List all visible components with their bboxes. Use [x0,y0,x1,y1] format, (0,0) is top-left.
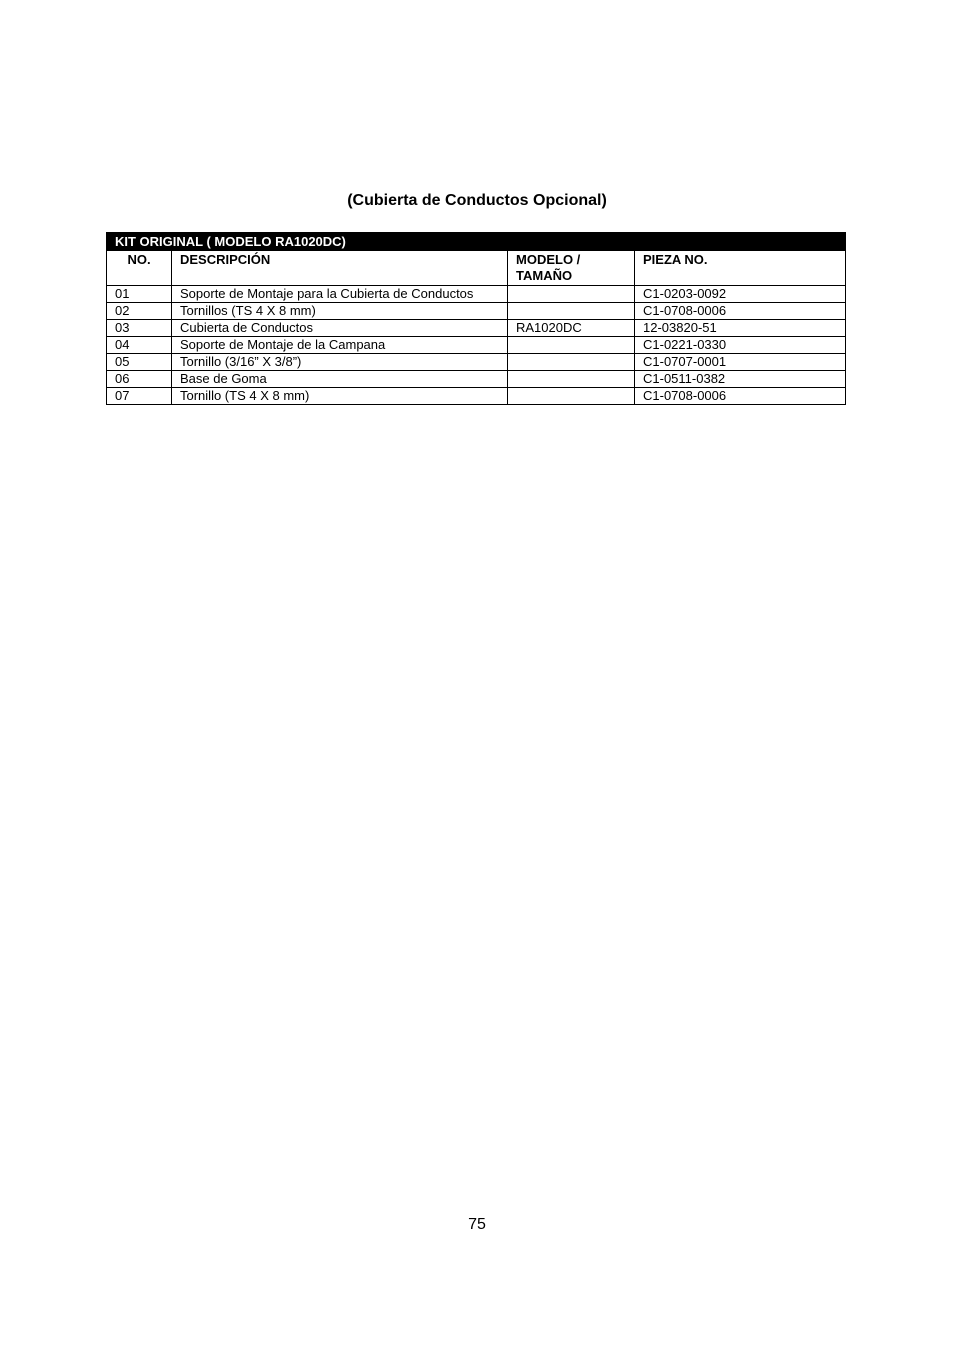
cell-no: 06 [107,371,172,388]
cell-model [508,388,635,405]
cell-model: RA1020DC [508,320,635,337]
cell-part: C1-0511-0382 [635,371,846,388]
cell-description: Soporte de Montaje de la Campana [172,337,508,354]
table-row [107,320,846,337]
cell-no: 02 [107,303,172,320]
page-title: (Cubierta de Conductos Opcional) [347,192,607,209]
cell-model [508,303,635,320]
table-row [107,371,846,388]
cell-model [508,286,635,303]
cell-no: 05 [107,354,172,371]
cell-no: 01 [107,286,172,303]
cell-model [508,337,635,354]
kit-title: KIT ORIGINAL ( MODELO RA1020DC) [107,233,846,251]
cell-description: Tornillos (TS 4 X 8 mm) [172,303,508,320]
cell-part: 12-03820-51 [635,320,846,337]
header-model-line1: MODELO / [516,252,581,267]
cell-description: Tornillo (3/16” X 3/8”) [172,354,508,371]
header-model [508,251,635,286]
table-row [107,303,846,320]
header-part: PIEZA NO. [635,251,846,286]
cell-description: Tornillo (TS 4 X 8 mm) [172,388,508,405]
cell-part: C1-0203-0092 [635,286,846,303]
table-row [107,354,846,371]
table-row [107,388,846,405]
column-header-row [107,251,846,286]
cell-model [508,354,635,371]
cell-no: 07 [107,388,172,405]
cell-part: C1-0708-0006 [635,303,846,320]
table-row [107,337,846,354]
page-number: 75 [468,1216,486,1233]
cell-description: Cubierta de Conductos [172,320,508,337]
cell-no: 04 [107,337,172,354]
cell-part: C1-0708-0006 [635,388,846,405]
cell-no: 03 [107,320,172,337]
cell-part: C1-0221-0330 [635,337,846,354]
cell-description: Soporte de Montaje para la Cubierta de Conductos [172,286,508,303]
cell-part: C1-0707-0001 [635,354,846,371]
kit-header-row [107,233,846,251]
table-row [107,286,846,303]
header-description: DESCRIPCIÓN [172,251,508,286]
header-no: NO. [107,251,172,286]
header-model-line2: TAMAÑO [516,268,573,283]
cell-model [508,371,635,388]
parts-table [106,232,846,405]
cell-description: Base de Goma [172,371,508,388]
